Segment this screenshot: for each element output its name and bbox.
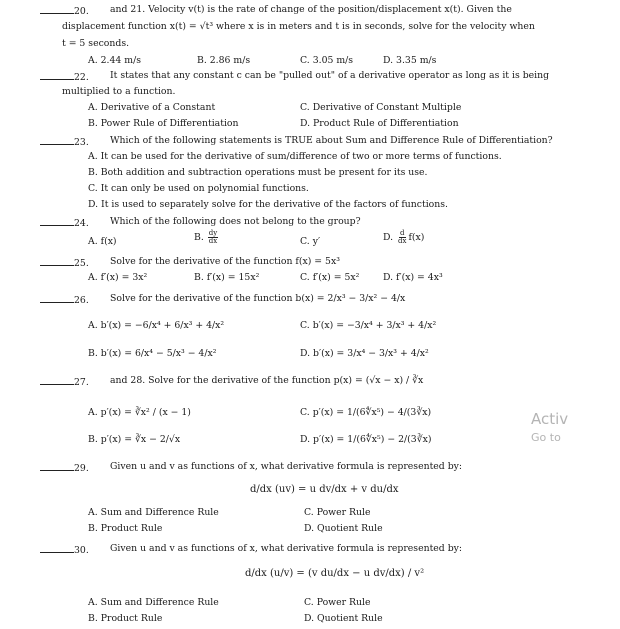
q22-line1: It states that any constant c can be "pulled out" of a derivative operator as long as it is being xyxy=(110,70,550,81)
q29-line1: Given u and v as functions of x, what derivative formula is represented by: xyxy=(110,461,463,472)
q20-line2: displacement function x(t) = √t³ where x is in meters and t is in seconds, solve for the velocity when xyxy=(62,21,535,32)
q24-option-a[interactable]: A. f(x) xyxy=(88,236,117,247)
q25-option-a[interactable]: A. f′(x) = 3x² xyxy=(88,272,148,283)
q25-number: 25. xyxy=(40,256,89,269)
q29-number: 29. xyxy=(40,461,89,474)
q20-line3: t = 5 seconds. xyxy=(62,38,130,49)
q30-option-a[interactable]: A. Sum and Difference Rule xyxy=(88,597,219,608)
q26-option-d[interactable]: D. b′(x) = 3/x⁴ − 3/x³ + 4/x² xyxy=(300,348,429,359)
q27-line1: and 28. Solve for the derivative of the function p(x) = (√x − x) / ∛x xyxy=(110,375,424,386)
q24-line1: Which of the following does not belong to the group? xyxy=(110,216,361,227)
q26-option-b[interactable]: B. b′(x) = 6/x⁴ − 5/x³ − 4/x² xyxy=(88,348,217,359)
q26-number: 26. xyxy=(40,293,89,306)
q30-option-c[interactable]: C. Power Rule xyxy=(304,597,371,608)
q30-line1: Given u and v as functions of x, what derivative formula is represented by: xyxy=(110,543,463,554)
q30-formula: d/dx (u/v) = (v du/dx − u dv/dx) / v² xyxy=(245,568,425,579)
q23-number: 23. xyxy=(40,135,89,148)
q24-number: 24. xyxy=(40,216,89,229)
q25-line1: Solve for the derivative of the function f(x) = 5x³ xyxy=(110,256,340,267)
q29-option-d[interactable]: D. Quotient Rule xyxy=(304,523,383,534)
q27-option-c[interactable]: C. p′(x) = 1/(6∜x⁵) − 4/(3∛x) xyxy=(300,407,432,418)
q26-line1: Solve for the derivative of the function b(x) = 2/x³ − 3/x² − 4/x xyxy=(110,293,406,304)
q27-number: 27. xyxy=(40,375,89,388)
q22-option-b[interactable]: B. Power Rule of Differentiation xyxy=(88,118,239,129)
q30-option-d[interactable]: D. Quotient Rule xyxy=(304,613,383,624)
q22-option-d[interactable]: D. Product Rule of Differentiation xyxy=(300,118,459,129)
q25-option-b[interactable]: B. f′(x) = 15x² xyxy=(194,272,260,283)
q24-option-b[interactable]: B. $\frac{dy}{dx}$ xyxy=(194,229,218,245)
q29-option-b[interactable]: B. Product Rule xyxy=(88,523,163,534)
q25-option-c[interactable]: C. f′(x) = 5x² xyxy=(300,272,360,283)
q20-option-b[interactable]: B. 2.86 m/s xyxy=(197,55,251,66)
q30-number: 30. xyxy=(40,543,89,556)
q29-formula: d/dx (uv) = u dv/dx + v du/dx xyxy=(250,484,399,495)
q26-option-a[interactable]: A. b′(x) = −6/x⁴ + 6/x³ + 4/x² xyxy=(88,320,225,331)
q26-option-c[interactable]: C. b′(x) = −3/x⁴ + 3/x³ + 4/x² xyxy=(300,320,437,331)
q27-option-a[interactable]: A. p′(x) = ∛x² / (x − 1) xyxy=(88,407,191,418)
q24-option-c[interactable]: C. y′ xyxy=(300,236,321,247)
q23-option-d[interactable]: D. It is used to separately solve for the derivative of the factors of functions. xyxy=(88,199,448,210)
q22-option-a[interactable]: A. Derivative of a Constant xyxy=(88,102,216,113)
q29-option-c[interactable]: C. Power Rule xyxy=(304,507,371,518)
q23-option-c[interactable]: C. It can only be used on polynomial functions. xyxy=(88,183,309,194)
q24-option-d[interactable]: D. $\frac{d}{dx}$ f(x) xyxy=(383,229,425,245)
q20-option-a[interactable]: A. 2.44 m/s xyxy=(88,55,141,66)
q29-option-a[interactable]: A. Sum and Difference Rule xyxy=(88,507,219,518)
q27-option-b[interactable]: B. p′(x) = ∛x − 2/√x xyxy=(88,434,181,445)
q22-number: 22. xyxy=(40,70,89,83)
q27-option-d[interactable]: D. p′(x) = 1/(6∜x⁵) − 2/(3∛x) xyxy=(300,434,432,445)
q23-line1: Which of the following statements is TRUE about Sum and Difference Rule of Differentiation? xyxy=(110,135,553,146)
q22-option-c[interactable]: C. Derivative of Constant Multiple xyxy=(300,102,462,113)
q30-option-b[interactable]: B. Product Rule xyxy=(88,613,163,624)
q22-line2: multiplied to a function. xyxy=(62,86,176,97)
activation-watermark-title: Activ xyxy=(531,410,569,428)
activation-watermark-subtitle: Go to xyxy=(531,431,561,444)
q25-option-d[interactable]: D. f′(x) = 4x³ xyxy=(383,272,443,283)
q23-option-b[interactable]: B. Both addition and subtraction operations must be present for its use. xyxy=(88,167,428,178)
q20-option-c[interactable]: C. 3.05 m/s xyxy=(300,55,354,66)
q20-number: 20. xyxy=(40,4,89,17)
q23-option-a[interactable]: A. It can be used for the derivative of sum/difference of two or more terms of functions. xyxy=(88,151,502,162)
q20-line1: and 21. Velocity v(t) is the rate of change of the position/displacement x(t). Given the xyxy=(110,4,512,15)
q20-option-d[interactable]: D. 3.35 m/s xyxy=(383,55,437,66)
